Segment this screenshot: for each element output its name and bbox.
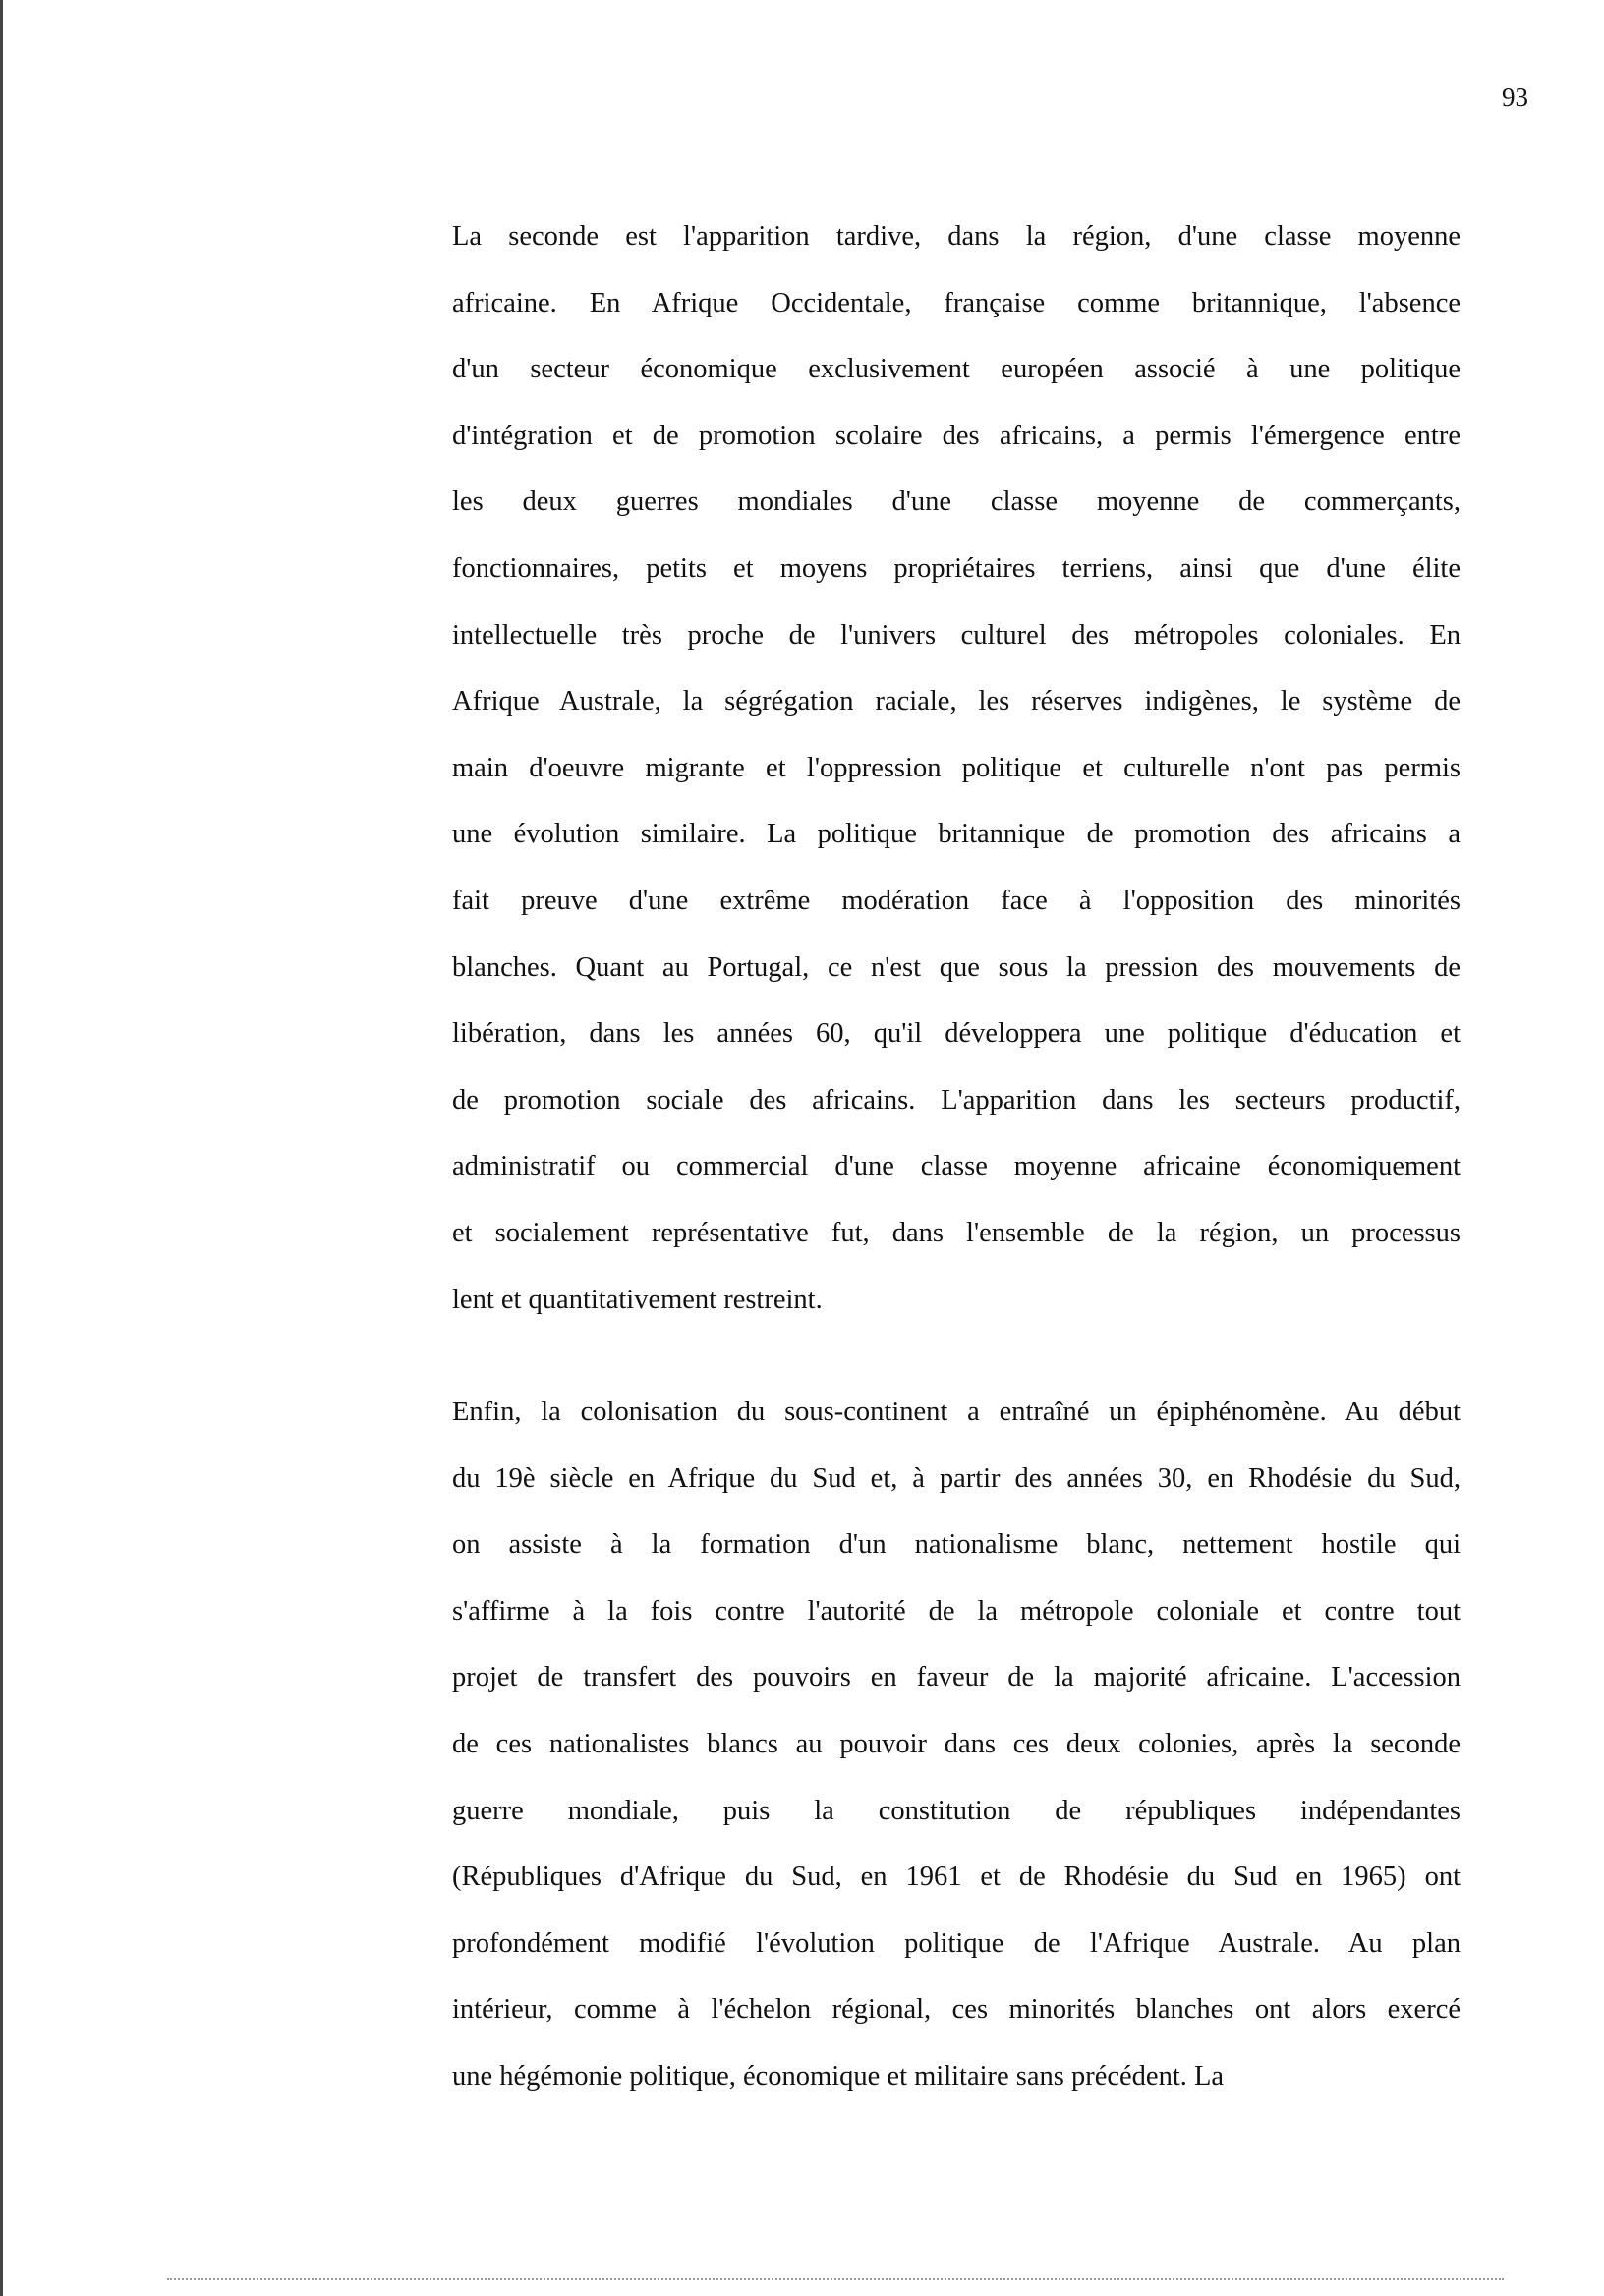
text-line: La seconde est l'apparition tardive, dans la région, d'une classe moyenne [452,221,1461,252]
paragraph-1 [452,220,1461,1349]
text-line: de promotion sociale des africains. L'apparition dans les secteurs productif, [452,1084,1461,1116]
text-line: guerre mondiale, puis la constitution de républiques indépendantes [452,1795,1461,1826]
text-line: du 19è siècle en Afrique du Sud et, à partir des années 30, en Rhodésie du Sud, [452,1463,1461,1494]
text-line: projet de transfert des pouvoirs en faveur de la majorité africaine. L'accession [452,1662,1461,1693]
text-line: d'intégration et de promotion scolaire des africains, a permis l'émergence entre [452,420,1461,451]
text-line: et socialement représentative fut, dans l'ensemble de la région, un processus [452,1217,1461,1248]
scan-bottom-artifact [167,2278,1504,2280]
text-line: Afrique Australe, la ségrégation raciale, les réserves indigènes, le système de [452,686,1461,718]
text-line: administratif ou commercial d'une classe moyenne africaine économiquement [452,1151,1461,1182]
text-line: on assiste à la formation d'un nationalisme blanc, nettement hostile qui [452,1529,1461,1561]
text-line: libération, dans les années 60, qu'il développera une politique d'éducation et [452,1018,1461,1050]
text-line: (Républiques d'Afrique du Sud, en 1961 et de Rhodésie du Sud en 1965) ont [452,1862,1461,1893]
text-line: blanches. Quant au Portugal, ce n'est que sous la pression des mouvements de [452,951,1461,983]
text-line: intérieur, comme à l'échelon régional, ces minorités blanches ont alors exercé [452,1994,1461,2026]
text-line: africaine. En Afrique Occidentale, française comme britannique, l'absence [452,287,1461,318]
text-line: une évolution similaire. La politique britannique de promotion des africains a [452,819,1461,850]
paragraph-2 [452,1396,1461,2127]
text-line: lent et quantitativement restreint. [452,1284,823,1315]
page-number: 93 [1502,83,1528,112]
text-line: profondément modifié l'évolution politique de l'Afrique Australe. Au plan [452,1927,1461,1959]
text-line: de ces nationalistes blancs au pouvoir dans ces deux colonies, après la seconde [452,1728,1461,1759]
text-line: les deux guerres mondiales d'une classe moyenne de commerçants, [452,487,1461,518]
text-line: fonctionnaires, petits et moyens propriétaires terriens, ainsi que d'une élite [452,552,1461,584]
text-line: main d'oeuvre migrante et l'oppression politique et culturelle n'ont pas permis [452,752,1461,783]
scan-edge [0,0,3,2296]
text-line: Enfin, la colonisation du sous-continent a entraîné un épiphénomène. Au début [452,1397,1461,1427]
text-line: d'un secteur économique exclusivement européen associé à une politique [452,354,1461,385]
text-line: une hégémonie politique, économique et militaire sans précédent. La [452,2060,1225,2092]
text-line: s'affirme à la fois contre l'autorité de la métropole coloniale et contre tout [452,1595,1461,1627]
text-line: intellectuelle très proche de l'univers culturel des métropoles coloniales. En [452,619,1461,651]
text-line: fait preuve d'une extrême modération face à l'opposition des minorités [452,885,1461,916]
